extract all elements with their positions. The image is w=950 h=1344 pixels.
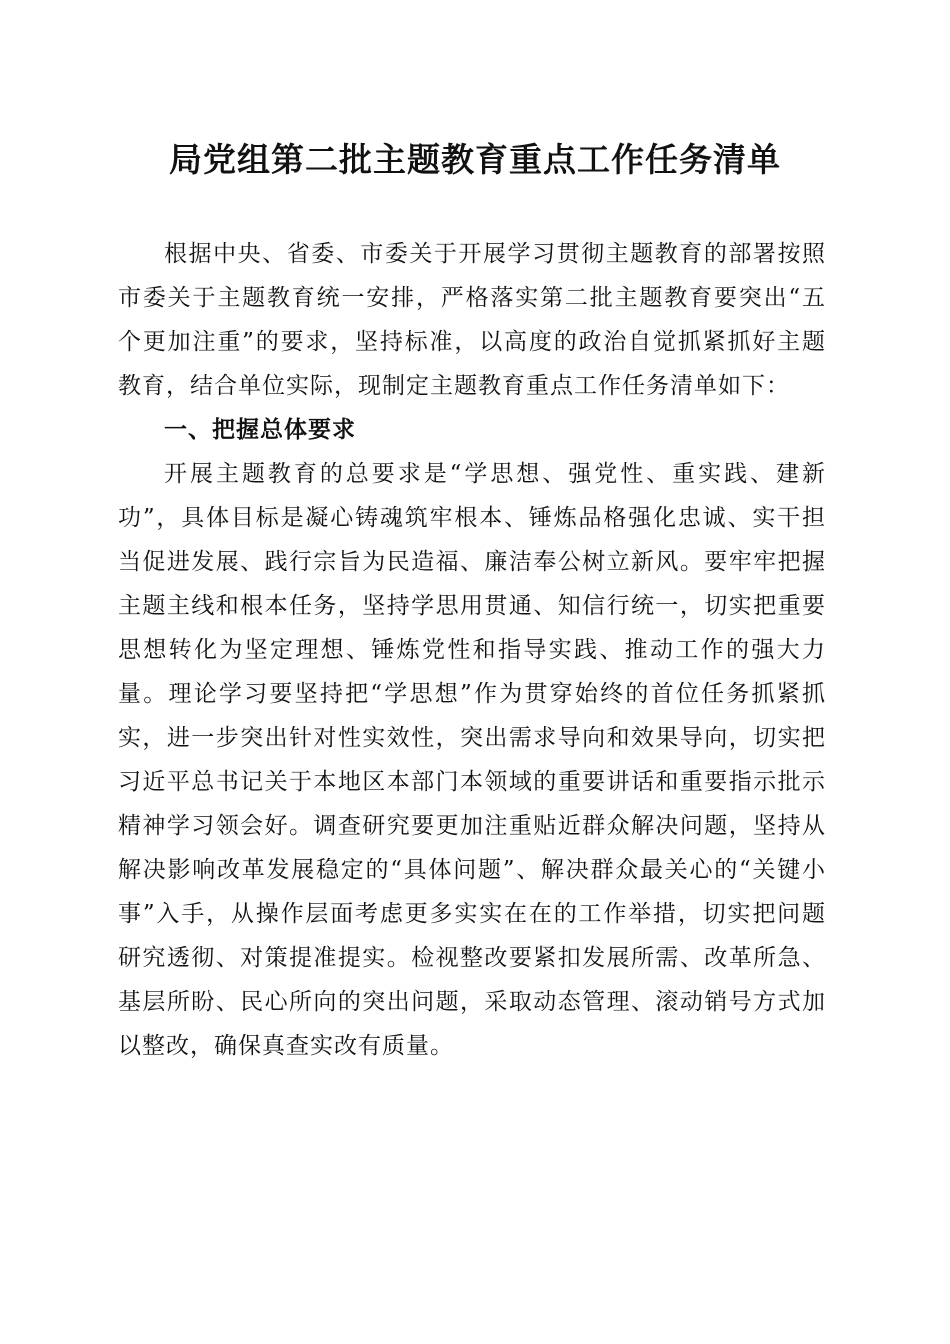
section-paragraph-overall-requirements: 开展主题教育的总要求是“学思想、强党性、重实践、建新功”，具体目标是凝心铸魂筑牢根本、锤炼品格强化忠诚、实干担当促进发展、践行宗旨为民造福、廉洁奉公树立新风。要牢牢把握主题主线和根本任务，坚持学思用贯通、知信行统一，切实把重要思想转化为坚定理想、锤炼党性和指导实践、推动工作的强大力量。理论学习要坚持把“学思想”作为贯穿始终的首位任务抓紧抓实，进一步突出针对性实效性，突出需求导向和效果导向，切实把习近平总书记关于本地区本部门本领域的重要讲话和重要指示批示精神学习领会好。调查研究要更加注重贴近群众解决问题，坚持从解决影响改革发展稳定的“具体问题”、解决群众最关心的“关键小事”入手，从操作层面考虑更多实实在在的工作举措，切实把问题研究透彻、对策提准提实。检视整改要紧扣发展所需、改革所急、基层所盼、民心所向的突出问题，采取动态管理、滚动销号方式加以整改，确保真查实改有质量。 <box>118 461 826 1059</box>
intro-paragraph: 根据中央、省委、市委关于开展学习贯彻主题教育的部署按照市委关于主题教育统一安排，严格落实第二批主题教育要突出“五个更加注重”的要求，坚持标准，以高度的政治自觉抓紧抓好主题教育，结合单位实际，现制定主题教育重点工作任务清单如下： <box>118 241 826 399</box>
document-body <box>118 232 826 1068</box>
document-title: 局党组第二批主题教育重点工作任务清单 <box>169 140 781 179</box>
section-heading-overall-requirements: 一、把握总体要求 <box>164 417 356 443</box>
